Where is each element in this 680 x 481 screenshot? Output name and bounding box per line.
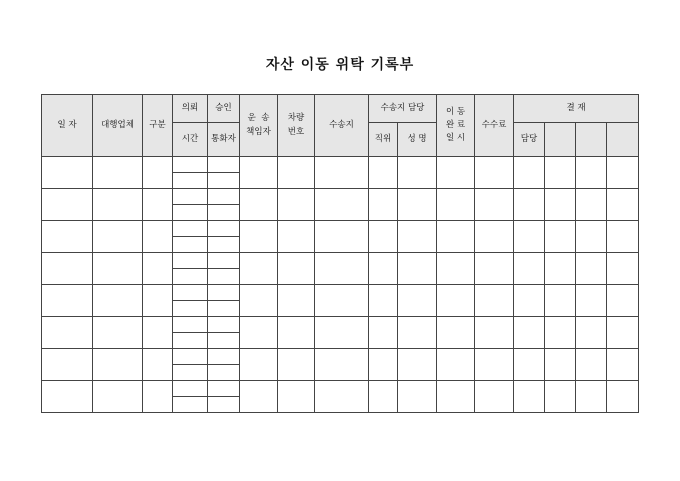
table-row	[42, 157, 639, 173]
cell-request-time[interactable]	[173, 301, 208, 317]
cell-name[interactable]	[398, 253, 437, 285]
cell-approval-sign-3[interactable]	[607, 253, 639, 285]
cell-approval-sign-1[interactable]	[545, 285, 576, 317]
cell-agency[interactable]	[93, 221, 143, 253]
header-vehicle-number-text: 차량 번호	[287, 113, 305, 137]
header-fee: 수수료	[475, 95, 514, 157]
cell-date[interactable]	[42, 285, 93, 317]
cell-completion[interactable]	[437, 221, 475, 253]
cell-approval-caller[interactable]	[208, 221, 240, 237]
cell-transport-officer[interactable]	[240, 253, 278, 285]
header-transport-officer-text: 운 송 책임자	[246, 113, 271, 137]
table-row	[42, 221, 639, 237]
cell-approval-sign-2[interactable]	[576, 157, 607, 189]
cell-position[interactable]	[369, 157, 398, 189]
cell-vehicle-number[interactable]	[278, 317, 315, 349]
cell-completion[interactable]	[437, 317, 475, 349]
cell-position[interactable]	[369, 349, 398, 381]
cell-request-time[interactable]	[173, 205, 208, 221]
header-position: 직위	[369, 123, 398, 157]
cell-date[interactable]	[42, 253, 93, 285]
cell-approval-sign-2[interactable]	[576, 317, 607, 349]
cell-transport-officer[interactable]	[240, 221, 278, 253]
cell-fee[interactable]	[475, 221, 514, 253]
cell-approval-caller[interactable]	[208, 333, 240, 349]
cell-name[interactable]	[398, 157, 437, 189]
cell-approval-sign-3[interactable]	[607, 349, 639, 381]
cell-fee[interactable]	[475, 285, 514, 317]
cell-request-time[interactable]	[173, 269, 208, 285]
cell-agency[interactable]	[93, 189, 143, 221]
cell-approval-caller[interactable]	[208, 381, 240, 397]
cell-in-charge[interactable]	[514, 381, 545, 413]
cell-date[interactable]	[42, 157, 93, 189]
cell-transport-officer[interactable]	[240, 157, 278, 189]
cell-fee[interactable]	[475, 157, 514, 189]
cell-request-time[interactable]	[173, 365, 208, 381]
cell-position[interactable]	[369, 317, 398, 349]
cell-in-charge[interactable]	[514, 349, 545, 381]
cell-transport-officer[interactable]	[240, 317, 278, 349]
cell-position[interactable]	[369, 253, 398, 285]
cell-destination[interactable]	[315, 285, 369, 317]
cell-category[interactable]	[143, 349, 173, 381]
cell-date[interactable]	[42, 349, 93, 381]
cell-in-charge[interactable]	[514, 221, 545, 253]
cell-approval-sign-3[interactable]	[607, 189, 639, 221]
cell-category[interactable]	[143, 189, 173, 221]
cell-transport-officer[interactable]	[240, 285, 278, 317]
cell-in-charge[interactable]	[514, 285, 545, 317]
cell-request-time[interactable]	[173, 349, 208, 365]
cell-name[interactable]	[398, 381, 437, 413]
cell-in-charge[interactable]	[514, 317, 545, 349]
approval-sign-cell[interactable]	[545, 123, 576, 157]
cell-category[interactable]	[143, 253, 173, 285]
header-destination: 수송지	[315, 95, 369, 157]
cell-request-time[interactable]	[173, 157, 208, 173]
cell-request-time[interactable]	[173, 333, 208, 349]
cell-category[interactable]	[143, 317, 173, 349]
cell-approval-caller[interactable]	[208, 269, 240, 285]
header-time: 시간	[173, 123, 208, 157]
approval-sign-cell[interactable]	[576, 123, 607, 157]
cell-approval-sign-3[interactable]	[607, 381, 639, 413]
cell-vehicle-number[interactable]	[278, 189, 315, 221]
cell-approval-caller[interactable]	[208, 189, 240, 205]
cell-approval-sign-2[interactable]	[576, 349, 607, 381]
cell-approval-sign-2[interactable]	[576, 221, 607, 253]
cell-request-time[interactable]	[173, 189, 208, 205]
header-transport-officer	[240, 95, 278, 157]
cell-approval-sign-2[interactable]	[576, 381, 607, 413]
cell-approval-caller[interactable]	[208, 285, 240, 301]
cell-vehicle-number[interactable]	[278, 285, 315, 317]
cell-approval-sign-2[interactable]	[576, 189, 607, 221]
cell-destination[interactable]	[315, 189, 369, 221]
cell-fee[interactable]	[475, 189, 514, 221]
cell-request-time[interactable]	[173, 381, 208, 397]
cell-vehicle-number[interactable]	[278, 157, 315, 189]
cell-name[interactable]	[398, 349, 437, 381]
cell-position[interactable]	[369, 189, 398, 221]
header-agency: 대행업체	[93, 95, 143, 157]
cell-fee[interactable]	[475, 317, 514, 349]
cell-date[interactable]	[42, 317, 93, 349]
cell-approval-sign-1[interactable]	[545, 253, 576, 285]
cell-name[interactable]	[398, 221, 437, 253]
header-caller: 통화자	[208, 123, 240, 157]
cell-completion[interactable]	[437, 349, 475, 381]
table-row	[42, 381, 639, 397]
cell-approval-sign-1[interactable]	[545, 189, 576, 221]
cell-completion[interactable]	[437, 381, 475, 413]
table-row	[42, 253, 639, 269]
cell-vehicle-number[interactable]	[278, 381, 315, 413]
cell-agency[interactable]	[93, 317, 143, 349]
header-vehicle-number	[278, 95, 315, 157]
cell-destination[interactable]	[315, 349, 369, 381]
cell-approval-caller[interactable]	[208, 365, 240, 381]
cell-approval-sign-3[interactable]	[607, 317, 639, 349]
cell-completion[interactable]	[437, 285, 475, 317]
cell-request-time[interactable]	[173, 317, 208, 333]
header-in-charge: 담당	[514, 123, 545, 157]
cell-in-charge[interactable]	[514, 157, 545, 189]
cell-fee[interactable]	[475, 349, 514, 381]
cell-approval-sign-2[interactable]	[576, 253, 607, 285]
cell-approval-sign-3[interactable]	[607, 221, 639, 253]
cell-request-time[interactable]	[173, 221, 208, 237]
cell-approval-sign-1[interactable]	[545, 157, 576, 189]
cell-position[interactable]	[369, 285, 398, 317]
cell-agency[interactable]	[93, 381, 143, 413]
cell-request-time[interactable]	[173, 285, 208, 301]
cell-approval-caller[interactable]	[208, 317, 240, 333]
cell-approval-sign-1[interactable]	[545, 349, 576, 381]
cell-approval-sign-3[interactable]	[607, 285, 639, 317]
header-destination-contact: 수송지 담당	[369, 95, 437, 123]
header-approval-sign: 결 재	[514, 95, 639, 123]
cell-destination[interactable]	[315, 381, 369, 413]
cell-request-time[interactable]	[173, 253, 208, 269]
cell-approval-caller[interactable]	[208, 349, 240, 365]
cell-fee[interactable]	[475, 253, 514, 285]
cell-destination[interactable]	[315, 317, 369, 349]
cell-transport-officer[interactable]	[240, 349, 278, 381]
cell-position[interactable]	[369, 221, 398, 253]
cell-completion[interactable]	[437, 189, 475, 221]
cell-position[interactable]	[369, 381, 398, 413]
cell-request-time[interactable]	[173, 173, 208, 189]
cell-completion[interactable]	[437, 253, 475, 285]
cell-destination[interactable]	[315, 221, 369, 253]
cell-approval-caller[interactable]	[208, 397, 240, 413]
cell-agency[interactable]	[93, 253, 143, 285]
table-row	[42, 317, 639, 333]
header-date: 일 자	[42, 95, 93, 157]
cell-in-charge[interactable]	[514, 253, 545, 285]
header-name: 성 명	[398, 123, 437, 157]
cell-vehicle-number[interactable]	[278, 349, 315, 381]
header-request: 의뢰	[173, 95, 208, 123]
cell-category[interactable]	[143, 157, 173, 189]
cell-category[interactable]	[143, 381, 173, 413]
asset-transfer-ledger-table	[41, 94, 639, 413]
cell-agency[interactable]	[93, 349, 143, 381]
header-completion-text: 이 동 완 료 일 시	[445, 106, 466, 144]
document-title: 자산 이동 위탁 기록부	[265, 57, 415, 73]
header-approval: 승인	[208, 95, 240, 123]
cell-name[interactable]	[398, 189, 437, 221]
cell-agency[interactable]	[93, 285, 143, 317]
cell-completion[interactable]	[437, 157, 475, 189]
cell-date[interactable]	[42, 381, 93, 413]
cell-transport-officer[interactable]	[240, 189, 278, 221]
cell-approval-caller[interactable]	[208, 253, 240, 269]
cell-approval-sign-1[interactable]	[545, 221, 576, 253]
table-row	[42, 189, 639, 205]
cell-fee[interactable]	[475, 381, 514, 413]
table-row	[42, 349, 639, 365]
cell-approval-sign-2[interactable]	[576, 285, 607, 317]
cell-approval-caller[interactable]	[208, 173, 240, 189]
cell-name[interactable]	[398, 317, 437, 349]
cell-approval-caller[interactable]	[208, 157, 240, 173]
cell-request-time[interactable]	[173, 237, 208, 253]
cell-approval-caller[interactable]	[208, 237, 240, 253]
cell-vehicle-number[interactable]	[278, 253, 315, 285]
cell-approval-caller[interactable]	[208, 205, 240, 221]
cell-approval-sign-3[interactable]	[607, 157, 639, 189]
header-completion-datetime	[437, 95, 475, 157]
cell-category[interactable]	[143, 285, 173, 317]
cell-name[interactable]	[398, 285, 437, 317]
cell-category[interactable]	[143, 221, 173, 253]
ledger-body	[42, 157, 639, 413]
cell-destination[interactable]	[315, 253, 369, 285]
cell-request-time[interactable]	[173, 397, 208, 413]
table-row	[42, 285, 639, 301]
cell-approval-caller[interactable]	[208, 301, 240, 317]
cell-vehicle-number[interactable]	[278, 221, 315, 253]
cell-transport-officer[interactable]	[240, 381, 278, 413]
cell-date[interactable]	[42, 189, 93, 221]
approval-sign-cell[interactable]	[607, 123, 639, 157]
cell-destination[interactable]	[315, 157, 369, 189]
cell-in-charge[interactable]	[514, 189, 545, 221]
cell-approval-sign-1[interactable]	[545, 317, 576, 349]
cell-date[interactable]	[42, 221, 93, 253]
cell-agency[interactable]	[93, 157, 143, 189]
cell-approval-sign-1[interactable]	[545, 381, 576, 413]
header-category: 구분	[143, 95, 173, 157]
